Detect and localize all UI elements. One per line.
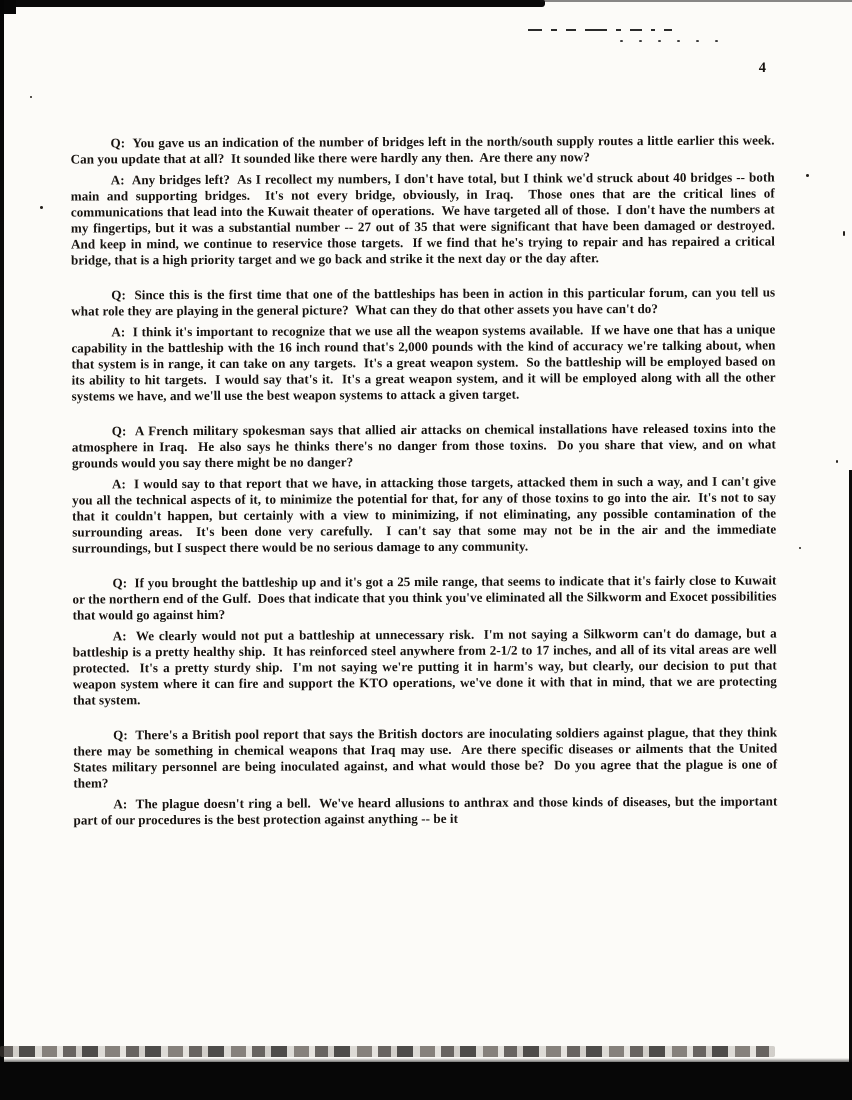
scan-dash bbox=[630, 29, 642, 31]
scan-dash bbox=[551, 29, 557, 31]
qa-paragraph-question: Q: A French military spokesman says that allied air attacks on chemical installations have released toxins into the atmosphere in Iraq. He also says he thinks there's no danger from those toxins. Do you share that view, and on what grounds would you say there might be no danger? bbox=[71, 420, 780, 471]
qa-paragraph-question: Q: There's a British pool report that says the British doctors are inoculating soldiers against plague, that they think there may be something in chemical weapons that Iraq may use. Are there specific diseases or ailments that the United States military personnel are being inoculated against, and what would those be? Do you agree that the plague is one of them? bbox=[73, 724, 781, 791]
transcript-body bbox=[70, 132, 782, 828]
scan-dot bbox=[715, 40, 718, 42]
scan-dash bbox=[528, 29, 542, 31]
scan-dot bbox=[677, 40, 680, 42]
scan-dash-marks bbox=[528, 28, 790, 31]
qa-paragraph-answer: A: Any bridges left? As I recollect my numbers, I don't have total, but I think we'd struck about 40 bridges -- both main and supporting bridges. It's not every bridge, obviously, in Iraq. Those ones that are the critical lines of communications that lead into the Kuwait theater of operations. We have targeted all of those. I don't have the numbers at my fingertips, but it was a substantial number -- 27 out of 35 that were significant that have been damaged or destroyed. And keep in mind, we continue to reservice those targets. If we find that he's trying to repair and has repaired a critical bridge, that is a high priority target and we go back and strike it the next day or the day after. bbox=[70, 169, 782, 268]
scan-streak bbox=[0, 1046, 775, 1057]
scan-dash bbox=[616, 29, 621, 31]
qa-paragraph-answer: A: The plague doesn't ring a bell. We've heard allusions to anthrax and those kinds of diseases, but the important part of our procedures is the best protection against anything -- be it bbox=[73, 793, 781, 828]
scan-edge-left bbox=[0, 0, 4, 1100]
page-number: 4 bbox=[758, 60, 766, 76]
scan-dot bbox=[620, 40, 623, 42]
scan-dot bbox=[696, 40, 699, 42]
qa-paragraph-answer: A: I would say to that report that we have, in attacking those targets, attacked them in such a way, and I can't give you all the technical aspects of it, to minimize the potential for that, for any of those toxins to go into the air. It's not to say that it couldn't happen, but certainly with a view to minimizing, if not eliminating, any possible contamination of the surrounding areas. It's been done very carefully. I can't say that some may not be in the air and the immediate surroundings, but I suspect there would be no serious damage to any community. bbox=[72, 473, 780, 556]
scan-edge-top-thin bbox=[540, 0, 852, 2]
scan-dot bbox=[639, 40, 642, 42]
qa-paragraph-question: Q: Since this is the first time that one of the battleships has been in action in this particular forum, can you tell us what role they are playing in the general picture? What can they do that other assets you have can't do? bbox=[71, 284, 779, 319]
scan-dash bbox=[566, 29, 576, 31]
scan-dash bbox=[664, 29, 672, 31]
scan-dash bbox=[585, 29, 607, 31]
scan-dash bbox=[651, 29, 655, 31]
scan-speck bbox=[843, 231, 845, 236]
scan-speck bbox=[30, 96, 32, 98]
scan-dot-marks bbox=[620, 39, 810, 42]
scan-speck bbox=[806, 174, 809, 177]
scan-speck bbox=[799, 547, 801, 549]
qa-paragraph-question: Q: If you brought the battleship up and it's got a 25 mile range, that seems to indicate that it's fairly close to Kuwait or the northern end of the Gulf. Does that indicate that you think you've eliminated all the Silkworm and Exocet possibilities that would go against him? bbox=[72, 572, 780, 623]
scan-edge-bottom bbox=[0, 1062, 852, 1100]
qa-paragraph-answer: A: I think it's important to recognize that we use all the weapon systems available. If we have one that has a unique capability in the battleship with the 16 inch round that's 2,000 pounds with the kind of accuracy we're talking about, when that system is in range, it can take on any targets. It's a great weapon system. So the battleship will be employed based on its ability to hit targets. I would say that's it. It's a great weapon system, and it will be employed along with all the other systems we have, and we'll use the best weapon systems to attack a given target. bbox=[71, 321, 779, 404]
qa-paragraph-question: Q: You gave us an indication of the number of bridges left in the north/south supply routes a little earlier this week. Can you update that at all? It sounded like there were hardly any then. Are there any now? bbox=[70, 132, 782, 167]
scan-speck bbox=[40, 206, 43, 209]
scan-dot bbox=[658, 40, 661, 42]
scan-speck bbox=[836, 460, 838, 463]
scan-edge-top bbox=[0, 0, 545, 7]
qa-paragraph-answer: A: We clearly would not put a battleship at unnecessary risk. I'm not saying a Silkworm can't do damage, but a battleship is a pretty healthy ship. It has reinforced steel anywhere from 2-1/2 to 17 inches, and all of its vital areas are well protected. It's a pretty sturdy ship. I'm not saying we're putting it in harm's way, but clearly, our decision to put that weapon system where it can fire and support the KTO operations, we've done it with that in mind, that we are protecting that system. bbox=[72, 625, 781, 708]
